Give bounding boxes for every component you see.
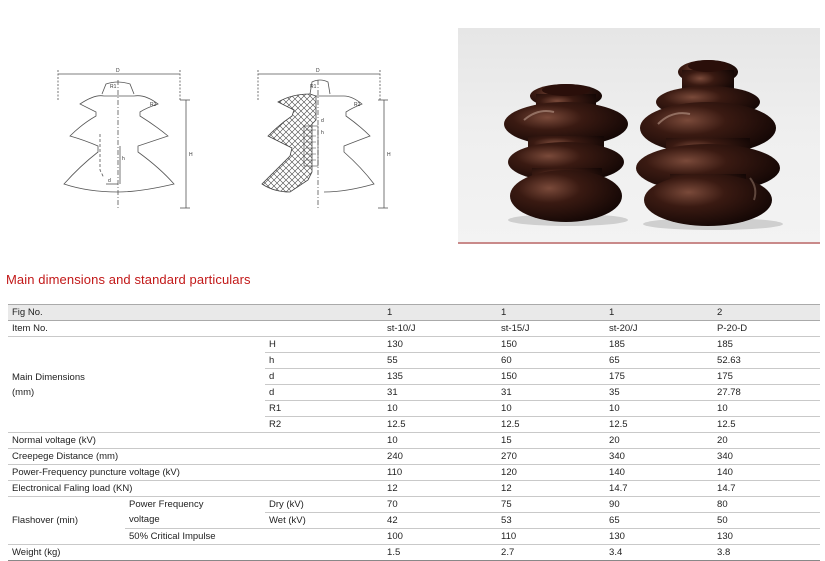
table-row — [8, 353, 820, 369]
cell: 90 — [605, 497, 713, 513]
cell: 15 — [497, 433, 605, 449]
impulse-label: 50% Critical Impulse — [125, 529, 383, 545]
spacer — [125, 337, 265, 353]
flashover-label: Flashover (min) — [8, 497, 125, 545]
cell: 12 — [497, 481, 605, 497]
row-label: Weight (kg) — [8, 545, 383, 561]
table-row-puncture — [8, 465, 820, 481]
row-label: Normal voltage (kV) — [8, 433, 383, 449]
param-label: R2 — [265, 417, 383, 433]
table-row — [8, 417, 820, 433]
table-row-creepage — [8, 449, 820, 465]
cell: 52.63 — [713, 353, 820, 369]
cell: 75 — [497, 497, 605, 513]
cell: 2.7 — [497, 545, 605, 561]
cell: 12.5 — [383, 417, 497, 433]
fig1-label-h: h — [122, 156, 125, 162]
param-label: R1 — [265, 401, 383, 417]
param-label: H — [265, 337, 383, 353]
cell: 270 — [497, 449, 605, 465]
cell: 110 — [383, 465, 497, 481]
cell: 3.8 — [713, 545, 820, 561]
cell: 10 — [713, 401, 820, 417]
row-label: Item No. — [8, 321, 383, 337]
table-row — [8, 337, 820, 353]
insulator-drawing-fig2 — [250, 60, 400, 220]
table-row-flashover-wet — [8, 513, 820, 529]
cell: 35 — [605, 385, 713, 401]
insulator-photo-art — [458, 28, 820, 242]
main-dimensions-line1: Main Dimensions — [12, 371, 85, 383]
cell: 340 — [713, 449, 820, 465]
cell: 175 — [713, 369, 820, 385]
main-dimensions-line2: (mm) — [12, 386, 35, 398]
cell: st-10/J — [383, 321, 497, 337]
cell: 65 — [605, 353, 713, 369]
power-frequency-line1: Power Frequency — [129, 498, 204, 510]
row-label: Fig No. — [8, 305, 383, 321]
cell: 3.4 — [605, 545, 713, 561]
cell: 31 — [383, 385, 497, 401]
cell: 140 — [713, 465, 820, 481]
cell: 175 — [605, 369, 713, 385]
cell: 1 — [605, 305, 713, 321]
row-label: Creepege Distance (mm) — [8, 449, 383, 465]
spec-table — [8, 304, 820, 561]
table-row-flashover-dry — [8, 497, 820, 513]
wet-label: Wet (kV) — [265, 513, 383, 529]
cell: 10 — [383, 401, 497, 417]
cell: 135 — [383, 369, 497, 385]
fig2-label-H: H — [387, 152, 391, 158]
cell: 80 — [713, 497, 820, 513]
figures-area — [0, 0, 825, 250]
cell: 12.5 — [713, 417, 820, 433]
cell: 1 — [497, 305, 605, 321]
cell: 53 — [497, 513, 605, 529]
fig1-label-H: H — [189, 152, 193, 158]
cell: 130 — [713, 529, 820, 545]
fig2-label-R1: R1 — [310, 84, 317, 90]
cell: 55 — [383, 353, 497, 369]
cell: 110 — [497, 529, 605, 545]
insulator-photo — [458, 28, 820, 244]
cell: st-15/J — [497, 321, 605, 337]
insulator-drawing-fig1 — [40, 60, 200, 220]
main-dimensions-label — [8, 337, 125, 433]
fig1-label-R2: R2 — [150, 102, 157, 108]
power-frequency-line2: voltage — [125, 513, 265, 529]
cell: 10 — [497, 401, 605, 417]
cell: 12 — [383, 481, 497, 497]
cell: 130 — [605, 529, 713, 545]
cell: 31 — [497, 385, 605, 401]
cell: 130 — [383, 337, 497, 353]
table-row-weight — [8, 545, 820, 561]
cell: 27.78 — [713, 385, 820, 401]
cell: 12.5 — [497, 417, 605, 433]
cell: 20 — [605, 433, 713, 449]
fig2-label-R2: R2 — [354, 102, 361, 108]
fig1-label-D: D — [116, 68, 120, 74]
cell: 10 — [605, 401, 713, 417]
param-label: d — [265, 369, 383, 385]
cell: 185 — [605, 337, 713, 353]
cell: 14.7 — [713, 481, 820, 497]
cell: 70 — [383, 497, 497, 513]
cell: 185 — [713, 337, 820, 353]
table-row — [8, 385, 820, 401]
cell: 50 — [713, 513, 820, 529]
table-row-normal-voltage — [8, 433, 820, 449]
table-row — [8, 369, 820, 385]
table-row-fig-no — [8, 305, 820, 321]
cell: 340 — [605, 449, 713, 465]
cell: 10 — [383, 433, 497, 449]
fig1-label-d: d — [108, 178, 111, 184]
fig2-label-h: h — [321, 130, 324, 136]
cell: 140 — [605, 465, 713, 481]
fig2-label-D: D — [316, 68, 320, 74]
table-row-flashover-impulse — [8, 529, 820, 545]
row-label: Electronical Faling load (KN) — [8, 481, 383, 497]
cell: 100 — [383, 529, 497, 545]
cell: 120 — [497, 465, 605, 481]
spacer — [125, 353, 265, 369]
fig1-label-R1: R1 — [110, 84, 117, 90]
fig2-label-d: d — [321, 118, 324, 124]
cell: 1.5 — [383, 545, 497, 561]
cell: 150 — [497, 337, 605, 353]
cell: 150 — [497, 369, 605, 385]
dry-label: Dry (kV) — [265, 497, 383, 513]
cell: st-20/J — [605, 321, 713, 337]
row-label: Power-Frequency puncture voltage (kV) — [8, 465, 383, 481]
param-label: d — [265, 385, 383, 401]
spacer — [125, 401, 265, 417]
cell: 20 — [713, 433, 820, 449]
cell: 1 — [383, 305, 497, 321]
spacer — [125, 417, 265, 433]
cell: P-20-D — [713, 321, 820, 337]
cell: 2 — [713, 305, 820, 321]
cell: 12.5 — [605, 417, 713, 433]
cell: 14.7 — [605, 481, 713, 497]
cell: 65 — [605, 513, 713, 529]
spacer — [125, 385, 265, 401]
cell: 42 — [383, 513, 497, 529]
section-title: Main dimensions and standard particulars — [6, 272, 251, 287]
table-row-item-no — [8, 321, 820, 337]
cell: 240 — [383, 449, 497, 465]
spacer — [125, 369, 265, 385]
param-label: h — [265, 353, 383, 369]
cell: 60 — [497, 353, 605, 369]
table-row — [8, 401, 820, 417]
table-row-failing-load — [8, 481, 820, 497]
